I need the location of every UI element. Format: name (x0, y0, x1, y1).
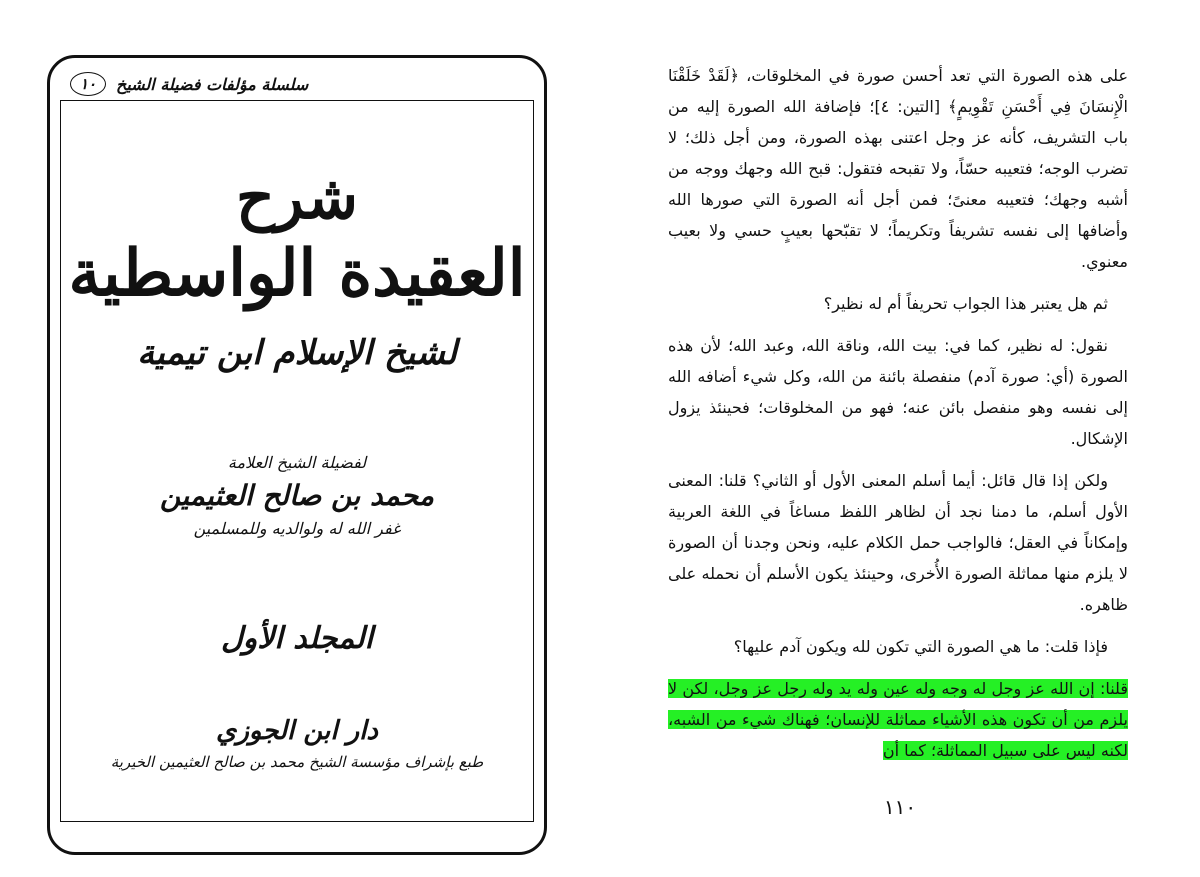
page-number: ١١٠ (883, 795, 917, 819)
book-cover (47, 55, 547, 855)
paragraph: ولكن إذا قال قائل: أيما أسلم المعنى الأول أو الثاني؟ قلنا: المعنى الأول أسلم، ما دمنا نجد أن لظاهر اللفظ مساغاً في اللغة العربية وإمكاناً في العقل؛ فالواجب حمل الكلام عليه، ونحن وجدنا أن الصورة لا يلزم منها مماثلة الصورة الأُخرى، وحينئذ يكون الأسلم أن نحمله على ظاهره. (668, 471, 1128, 614)
cover-title-sub: لشيخ الإسلام ابن تيمية (137, 333, 457, 373)
series-header (70, 72, 526, 96)
cover-volume: المجلد الأول (220, 621, 374, 656)
cover-author: محمد بن صالح العثيمين (160, 479, 434, 512)
series-title: سلسلة مؤلفات فضيلة الشيخ (116, 74, 309, 94)
cover-title-top: شرح (235, 163, 359, 233)
cover-printed-by: طبع بإشراف مؤسسة الشيخ محمد بن صالح العثيمين الخيرية (110, 753, 484, 771)
cover-dua: غفر الله له ولوالديه وللمسلمين (193, 519, 401, 538)
paragraph: على هذه الصورة التي تعد أحسن صورة في المخلوقات، ﴿لَقَدْ خَلَقْنَا الْإِنسَانَ فِي أَحْسَنِ تَقْوِيمٍ﴾ [التين: ٤]؛ فإضافة الله الصورة إليه من باب التشريف، كأنه عز وجل اعتنى بهذه الصورة، ومن أجل ذلك؛ لا تضرب الوجه؛ فتعيبه حسّاً، ولا تقبحه فتقول: قبح الله وجهك ووجه من أشبه وجهك؛ فتعيبه معنىً؛ فمن أجل أنه الصورة التي صورها الله وأضافها إلى نفسه تشريفاً وتكريماً؛ لا تقبّحها بعيبٍ حسي ولا بعيب معنوي. (668, 66, 1128, 271)
paragraph: ثم هل يعتبر هذا الجواب تحريفاً أم له نظير؟ (823, 294, 1108, 313)
highlighted-paragraph[interactable] (668, 673, 1128, 766)
cover-by-label: لفضيلة الشيخ العلامة (227, 453, 367, 472)
cover-frame (60, 100, 534, 822)
cover-publisher: دار ابن الجوزي (216, 716, 378, 746)
paragraph: نقول: له نظير، كما في: بيت الله، وناقة الله، وعبد الله؛ لأن هذه الصورة (أي: صورة آدم) منفصلة بائنة من الله، وكل شيء أضافه الله إلى نفسه وهو منفصل بائن عنه؛ فهو من المخلوقات؛ فحينئذ يزول الإشكال. (668, 336, 1128, 448)
highlight-selection[interactable]: قلنا: إن الله عز وجل له وجه وله عين وله يد وله رجل عز وجل، لكن لا يلزم من أن تكون هذه الأشياء مماثلة للإنسان؛ فهناك شيء من الشبه، لكنه ليس على سبيل المماثلة؛ كما أن (668, 679, 1128, 760)
paragraph: فإذا قلت: ما هي الصورة التي تكون لله ويكون آدم عليها؟ (733, 637, 1108, 656)
text-page (668, 60, 1128, 777)
series-number-badge: ١٠ (70, 72, 106, 96)
cover-title-main: العقيدة الواسطية (68, 236, 526, 311)
